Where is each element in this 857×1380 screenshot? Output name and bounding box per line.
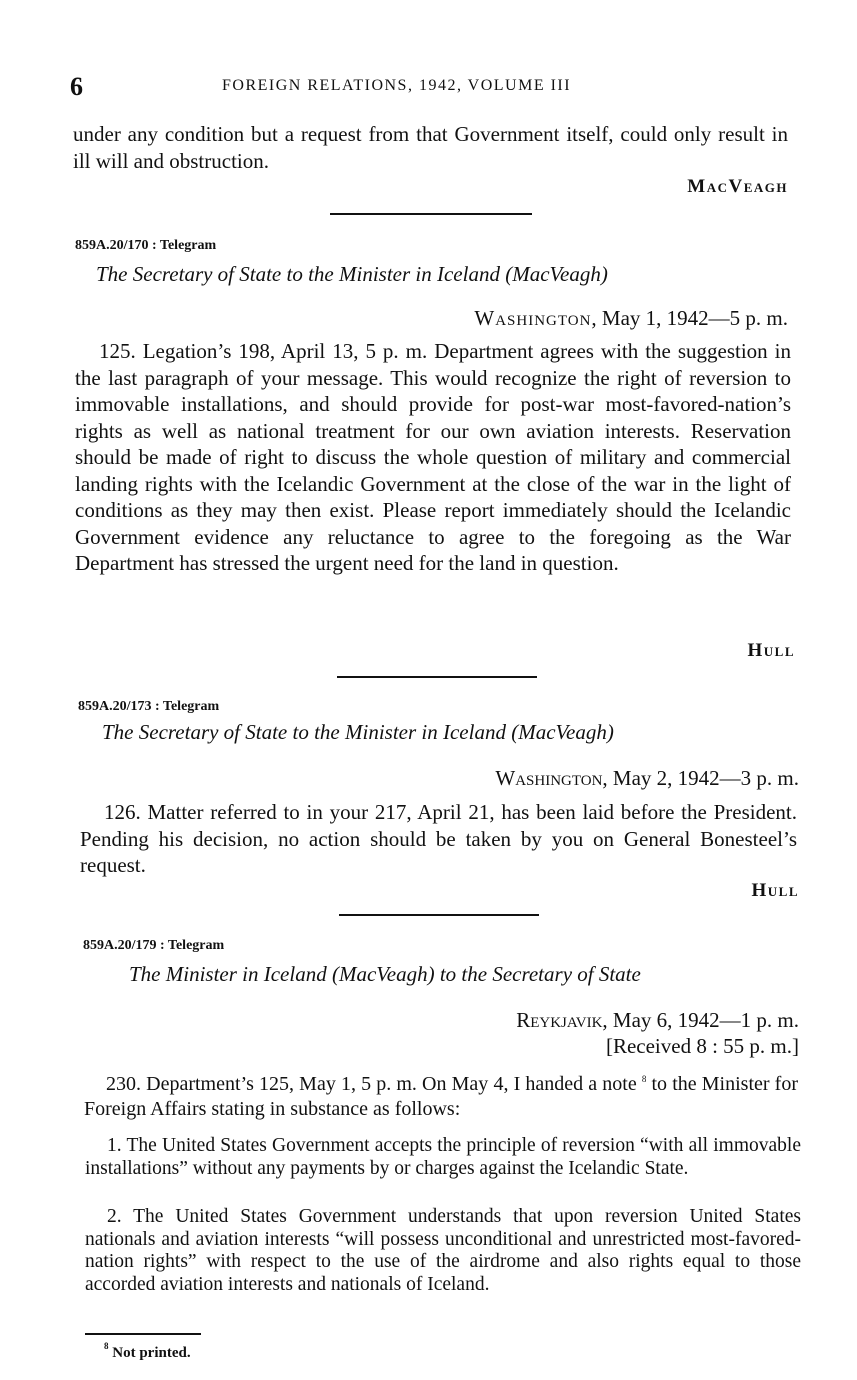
body-text: 230. Department’s 125, May 1, 5 p. m. On May 4, I handed a note: [106, 1073, 637, 1095]
dateline-place: Washington: [495, 766, 603, 790]
document-body: 125. Legation’s 198, April 13, 5 p. m. Department agrees with the suggestion in the last paragraph of your message. This would recognize the right of reversion to immovable installations, and should provide for post-war most-favored-nation’s rights as well as national treatment for our own aviation interests. Reservation should be made of right to discuss the whole question of military and commercial landing rights with the Icelandic Government at the close of the war in the light of conditions as they may then exist. Please report immediately should the Icelandic Government evidence any reluctance to agree to the foregoing as the War Department has stressed the urgent need for the land in question.: [75, 339, 791, 575]
dateline-comma: ,: [602, 766, 613, 790]
dateline-place: Reykjavik: [516, 1008, 603, 1032]
signature-macveagh: [687, 176, 788, 198]
dateline-comma: ,: [602, 1008, 613, 1032]
dateline-date: May 6, 1942—1 p. m.: [612, 1008, 799, 1032]
list-item: 1. The United States Government accepts the principle of reversion “with all immovable installations” without any payments by or charges against the Icelandic State.: [85, 1135, 801, 1179]
dateline-comma: ,: [591, 306, 602, 330]
running-title: FOREIGN RELATIONS, 1942, VOLUME III: [222, 77, 572, 94]
signature-text: Hull: [751, 880, 799, 901]
section-divider: [330, 213, 532, 215]
received-line: [Received 8 : 55 p. m.]: [605, 1034, 799, 1058]
dateline: [516, 1008, 799, 1033]
document-heading: The Minister in Iceland (MacVeagh) to the Secretary of State: [129, 962, 641, 986]
document-body: [84, 1072, 798, 1122]
footnote-divider: [85, 1333, 201, 1335]
footnote: [104, 1341, 191, 1362]
signature-text: Hull: [747, 640, 795, 661]
dateline: [474, 306, 788, 331]
section-divider: [337, 676, 537, 678]
file-number: 859A.20/170 : Telegram: [75, 238, 217, 253]
section-divider: [339, 914, 539, 916]
document-body: 126. Matter referred to in your 217, April 21, has been laid before the President. Pending his decision, no action should be taken by you on General Bonesteel’s request.: [80, 800, 797, 877]
signature-text: MacVeagh: [687, 176, 788, 197]
signature-hull: [747, 640, 795, 662]
continuation-paragraph: under any condition but a request from that Government itself, could only result in ill will and obstruction.: [73, 122, 788, 173]
signature-hull: [751, 880, 799, 902]
list-item: 2. The United States Government understands that upon reversion United States nationals and aviation interests “will possess unconditional and unrestricted most-favored-nation rights” with respect to the use of the airdrome and also rights equal to those accorded aviation interests and nationals of Iceland.: [85, 1206, 801, 1295]
dateline-date: May 2, 1942—3 p. m.: [612, 766, 799, 790]
document-heading: The Secretary of State to the Minister in Iceland (MacVeagh): [96, 262, 608, 286]
document-heading: The Secretary of State to the Minister in Iceland (MacVeagh): [102, 720, 614, 744]
dateline: [495, 766, 799, 791]
file-number: 859A.20/179 : Telegram: [83, 938, 225, 953]
footnote-text: Not printed.: [112, 1345, 191, 1361]
dateline-place: Washington: [474, 306, 592, 330]
file-number: 859A.20/173 : Telegram: [78, 699, 220, 714]
footnote-reference: 8: [641, 1074, 647, 1084]
page-number: 6: [70, 72, 83, 101]
body-text: to the Minister for Foreign Affairs stating in substance as follows:: [84, 1073, 798, 1120]
dateline-date: May 1, 1942—5 p. m.: [601, 306, 788, 330]
footnote-marker: 8: [104, 1341, 109, 1351]
